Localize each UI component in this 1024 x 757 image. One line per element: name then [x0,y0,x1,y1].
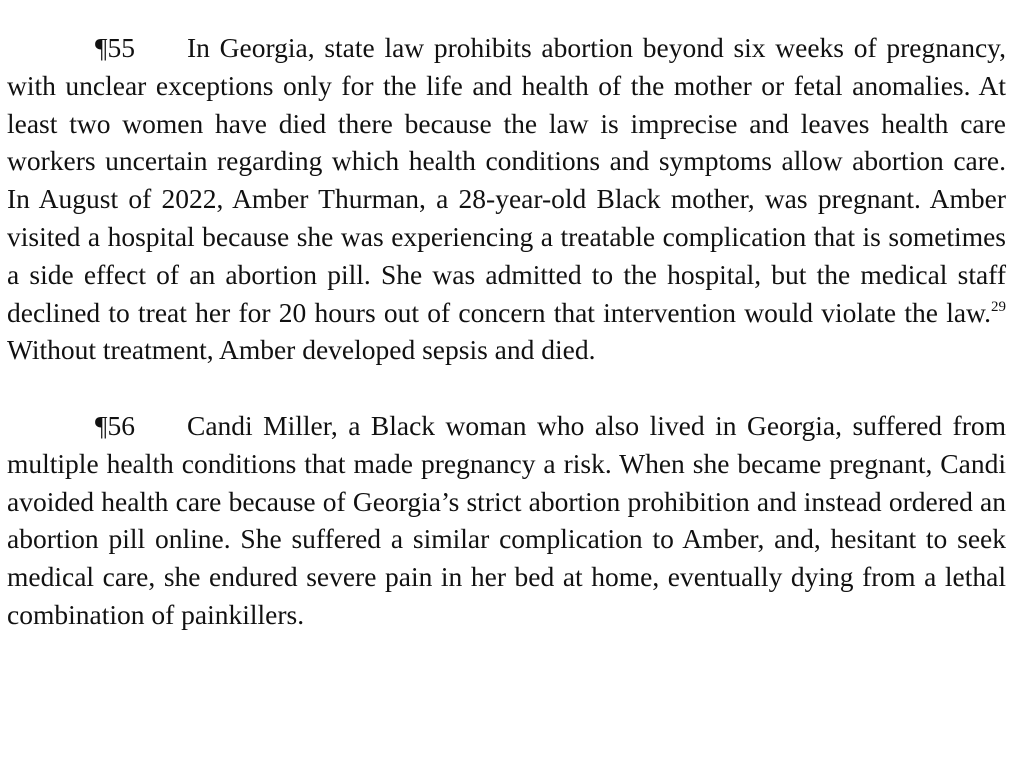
paragraph-56 [7,407,1006,634]
paragraph-number: ¶55 [95,32,135,63]
footnote-marker[interactable]: 29 [991,298,1006,315]
paragraph-text-continued: Without treatment, Amber developed sepsis and died. [7,334,596,366]
document-page [7,29,1006,634]
paragraph-text: Candi Miller, a Black woman who also lived in Georgia, suffered from multiple health conditions that made pregnancy a risk. When she became pregnant, Candi avoided health care because of Georgia’s strict abortion prohibition and instead ordered an abortion pill online. She suffered a similar complication to Amber, and, hesitant to seek medical care, she endured severe pain in her bed at home, eventually dying from a lethal combination of painkillers. [7,409,1006,630]
paragraph-55 [7,29,1006,369]
paragraph-text: In Georgia, state law prohibits abortion beyond six weeks of pregnancy, with unclear exceptions only for the life and health of the mother or fetal anomalies. At least two women have died there because the law is imprecise and leaves health care workers uncertain regarding which health conditions and symptoms allow abortion care. In August of 2022, Amber Thurman, a 28-year-old Black mother, was pregnant. Amber visited a hospital because she was experiencing a treatable complication that is sometimes a side effect of an abortion pill. She was admitted to the hospital, but the medical staff declined to treat her for 20 hours out of concern that intervention would violate the law. [7,32,1006,328]
paragraph-number: ¶56 [95,409,135,441]
